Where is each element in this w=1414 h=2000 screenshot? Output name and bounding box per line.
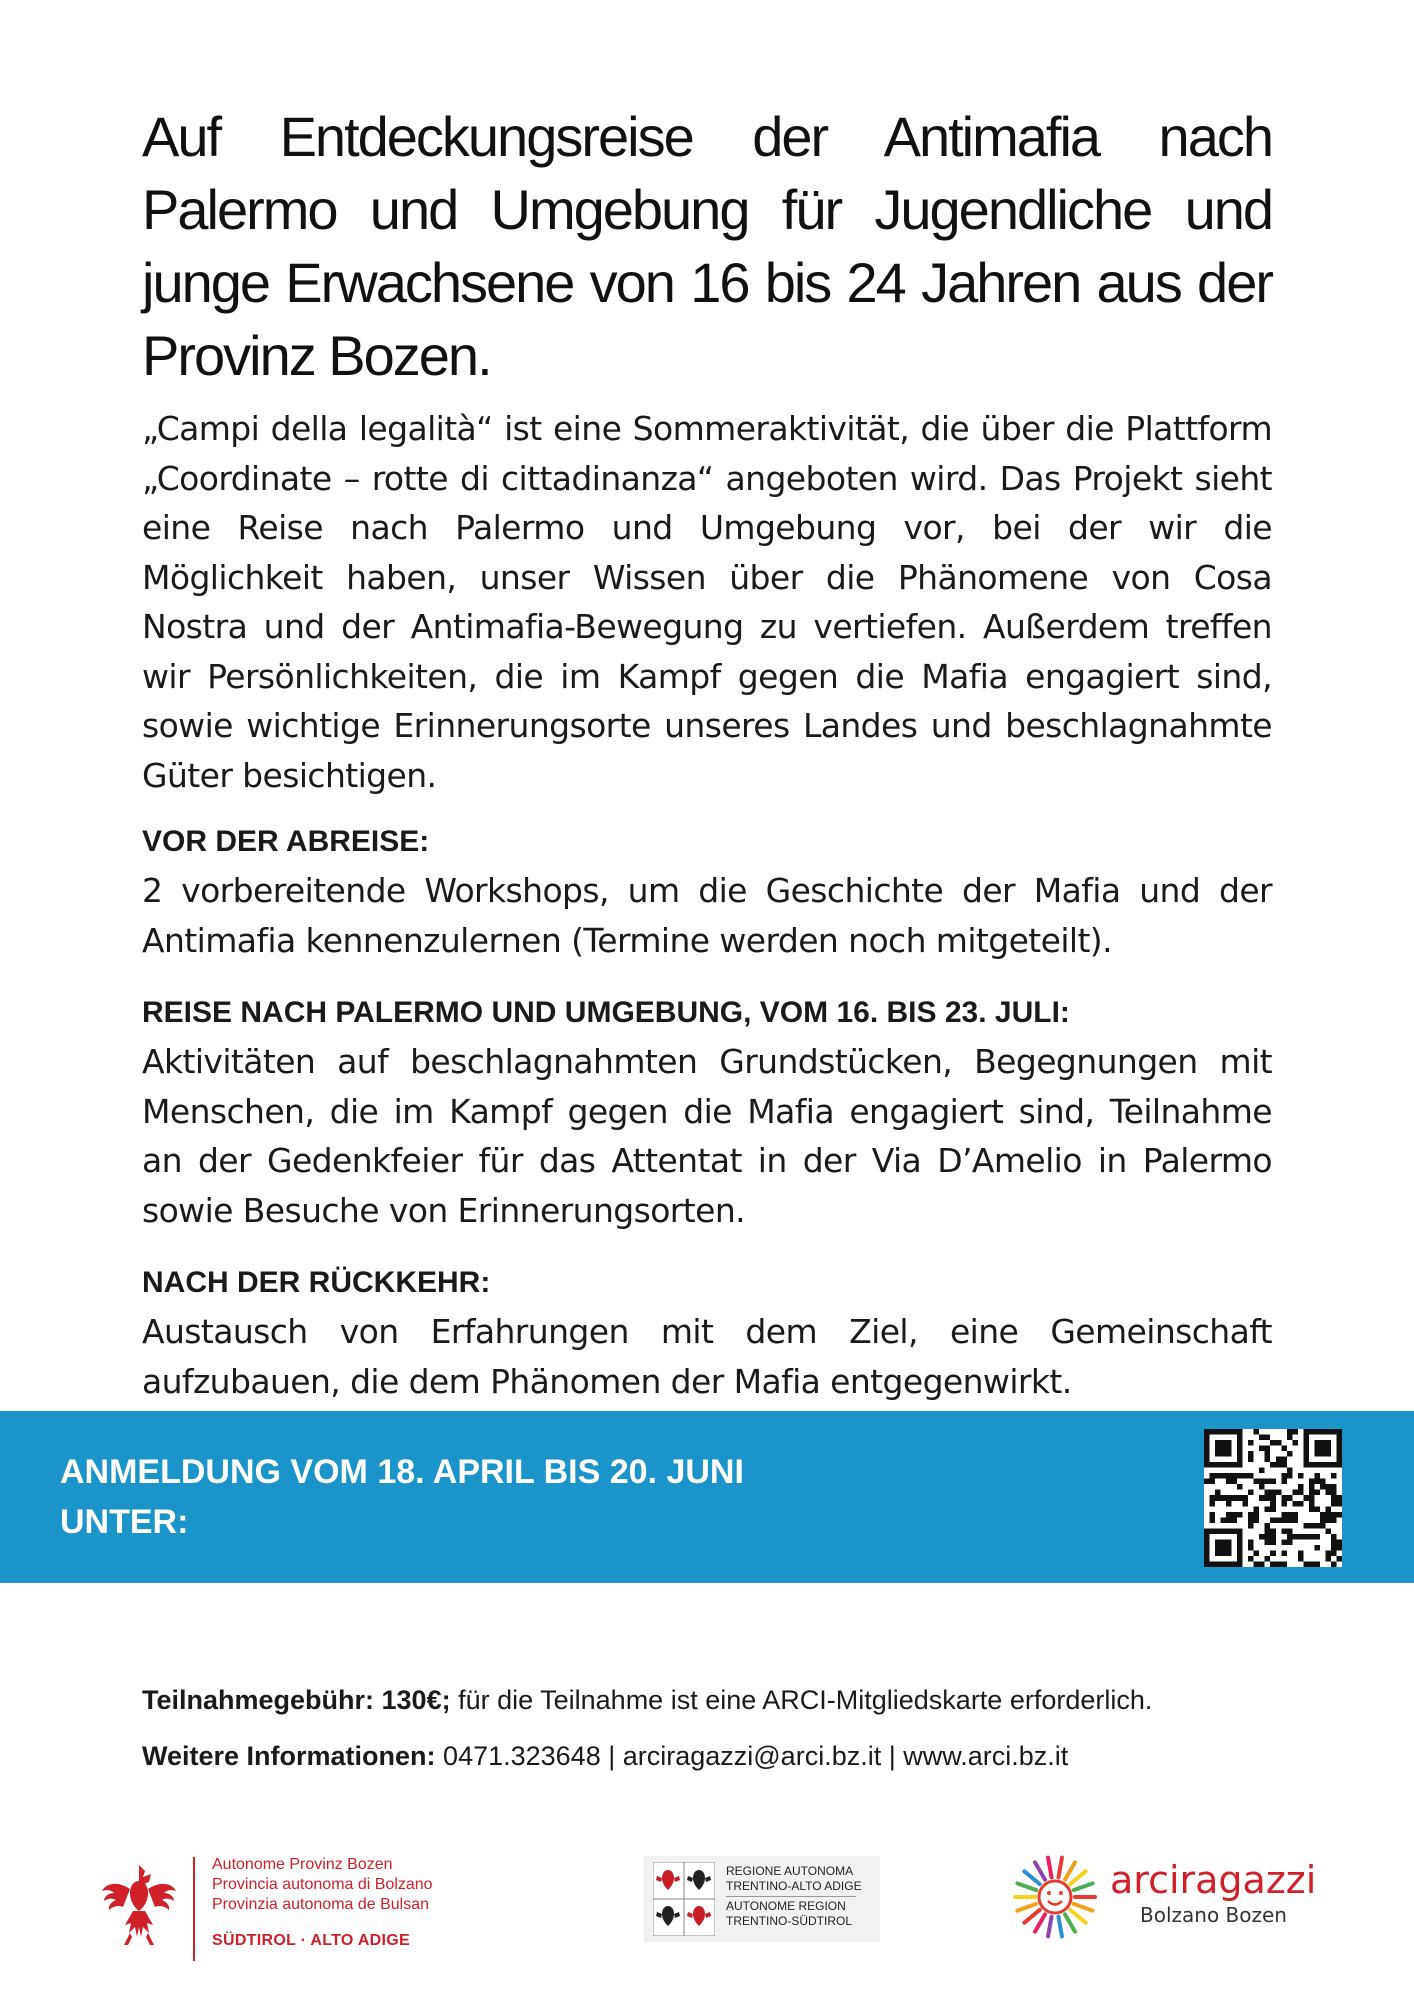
section-heading: REISE NACH PALERMO UND UMGEBUNG, VOM 16. BIS 23. JULI: [142,996,1070,1029]
section-trip [142,989,1272,1235]
section-text: 2 vorbereitende Workshops, um die Geschichte der Mafia und der Antimafia kennenzulernen (Termine werden noch mitgeteilt). [142,871,1272,960]
sun-face-icon [1010,1852,1100,1942]
province-text [212,1855,433,1951]
region-logo [644,1856,880,1942]
arci-subtitle: Bolzano Bozen [1140,1903,1287,1927]
province-line-lad: Provinzia autonoma de Bulsan [212,1896,430,1913]
registration-text [60,1447,744,1547]
section-before-departure [142,818,1272,965]
info-text[interactable]: 0471.323648 | arciragazzi@arci.bz.it | www.arci.bz.it [435,1741,1069,1771]
region-text [726,1864,862,1929]
page-title: Auf Entdeckungsreise der Antimafia nach Palermo und Umgebung für Jugendliche und junge Erwachsene von 16 bis 24 Jahren aus der Provinz Bozen. [142,105,1272,387]
divider [193,1857,195,1961]
intro-paragraph: „Campi della legalità“ ist eine Sommeraktivität, die über die Plattform „Coordinate – rotte di cittadinanza“ angeboten wird. Das Projekt sieht eine Reise nach Palermo und Umgebung vor, bei der wir die Möglichkeit haben, unser Wissen über die Phänomene von Cosa Nostra und der Antimafia-Bewegung zu vertiefen. Außerdem treffen wir Persönlichkeiten, die im Kampf gegen die Mafia engagiert sind, sowie wichtige Erinnerungsorte unseres Landes und beschlagnahmte Güter besichtigen. [142,409,1272,795]
region-line-4: TRENTINO-SÜDTIROL [726,1914,852,1928]
registration-dates: ANMELDUNG VOM 18. APRIL BIS 20. JUNI [60,1453,744,1491]
info-label: Weitere Informationen: [142,1741,436,1771]
province-line-it: Provincia autonoma di Bolzano [212,1876,433,1893]
section-heading: VOR DER ABREISE: [142,825,430,858]
qr-code-icon[interactable] [1204,1429,1342,1567]
footer-info [142,1672,1302,1784]
section-text: Aktivitäten auf beschlagnahmten Grundstücken, Begegnungen mit Menschen, die im Kampf gegen die Mafia engagiert sind, Teilnahme an der Gedenkfeier für das Attentat in der Via D’Amelio in Palermo sowie Besuche von Erinnerungsorten. [142,1042,1272,1230]
section-heading: NACH DER RÜCKKEHR: [142,1266,491,1299]
tyrolean-eagle-icon [100,1861,178,1951]
region-line-1: REGIONE AUTONOMA [726,1864,854,1878]
fee-line [142,1672,1302,1728]
info-line [142,1728,1302,1784]
province-logo [100,1855,460,1965]
registration-band [0,1411,1414,1583]
fee-text: für die Teilnahme ist eine ARCI-Mitgliedskarte erforderlich. [450,1685,1153,1715]
main-content [142,404,1272,1406]
province-brand: SÜDTIROL · ALTO ADIGE [212,1932,411,1949]
section-text: Austausch von Erfahrungen mit dem Ziel, eine Gemeinschaft aufzubauen, die dem Phänomen der Mafia entgegenwirkt. [142,1312,1272,1401]
arciragazzi-logo [1010,1852,1320,1942]
fee-label: Teilnahmegebühr: 130€; [142,1685,451,1715]
region-coat-of-arms-icon [653,1862,715,1936]
region-line-2: TRENTINO-ALTO ADIGE [726,1879,862,1893]
region-line-3: AUTONOME REGION [726,1899,846,1913]
registration-under: UNTER: [60,1503,189,1541]
province-line-de: Autonome Provinz Bozen [212,1856,393,1873]
region-divider [726,1896,856,1897]
section-after-return [142,1259,1272,1406]
arci-name: arciragazzi [1110,1858,1317,1902]
